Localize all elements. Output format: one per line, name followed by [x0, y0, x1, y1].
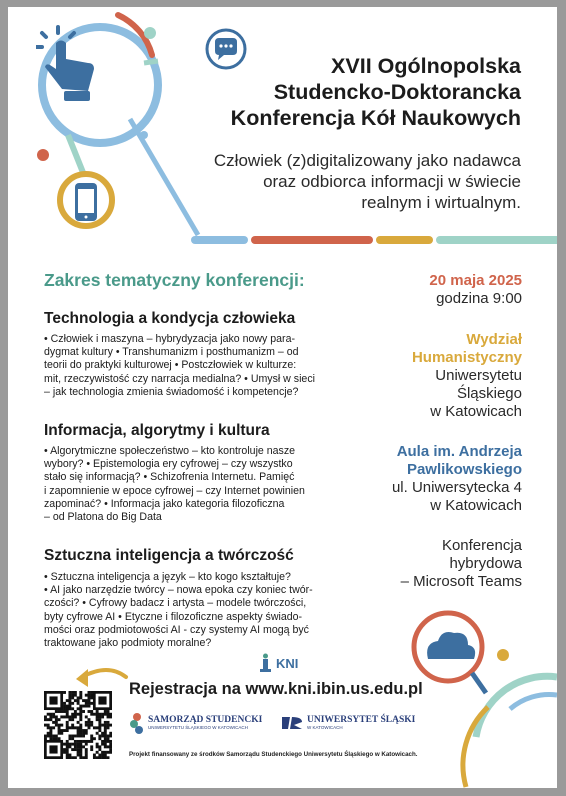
us-logo-icon: [280, 713, 304, 733]
section-title: Sztuczna inteligencja a twórczość: [44, 547, 294, 564]
section-body: [44, 333, 364, 399]
hand-pointer-icon: [36, 25, 116, 105]
university-line: Śląskiego: [456, 385, 522, 402]
body-line: mit, rzeczywistość czy narracja medialna? • Umysł w sieci: [44, 372, 315, 385]
us-logo-text: [307, 715, 415, 731]
venue-block: [352, 331, 522, 421]
event-date: 20 maja 2025: [429, 272, 522, 289]
event-time: godzina 9:00: [436, 290, 522, 307]
body-line: • AI jako narzędzie twórcy – nowa epoka czy koniec twór-: [44, 584, 313, 597]
hall-block: [352, 443, 522, 515]
format-line: – Microsoft Teams: [400, 573, 522, 590]
body-line: teorii do praktyki kulturowej • Postczłowiek w kulturze:: [44, 359, 297, 372]
body-line: wybory? • Epistemologia ery cyfrowej – czy wszystko: [44, 458, 293, 471]
body-line: i zapomnienie w epoce cyfrowej – czy Internet powinien: [44, 484, 305, 497]
title-line: XVII Ogólnopolska: [331, 54, 521, 78]
us-name: UNIWERSYTET ŚLĄSKI: [307, 715, 416, 725]
format-line: hybrydowa: [449, 555, 522, 572]
us-subname: W KATOWICACH: [307, 725, 343, 730]
stripe-segment-mint: [436, 236, 557, 244]
event-date-time: [352, 272, 522, 308]
body-line: traktowane jako podmioty moralne?: [44, 637, 212, 650]
section-body: [44, 571, 364, 650]
kni-logo-text: KNI: [276, 656, 299, 671]
subtitle-line: realnym i wirtualnym.: [361, 193, 521, 212]
hall-line: Aula im. Andrzeja: [396, 443, 522, 460]
address-line: ul. Uniwersytecka 4: [391, 479, 522, 496]
format-line: Konferencja: [441, 537, 522, 554]
university-line: w Katowicach: [430, 403, 522, 420]
university-line: Uniwersytetu: [435, 367, 522, 384]
samorzad-logo-icon: [129, 712, 145, 734]
body-line: • Człowiek i maszyna – hybrydyzacja jako nowy para-: [44, 333, 295, 345]
body-line: byty cyfrowe AI • Etyczne i filozoficzne aspekty świado-: [44, 610, 303, 623]
registration-link[interactable]: Rejestracja na www.kni.ibin.us.edu.pl: [129, 680, 423, 698]
samorzad-name: SAMORZĄD STUDENCKI: [148, 715, 263, 725]
title-line: Studencko-Doktorancka: [273, 80, 521, 104]
body-line: – od Platona do Big Data: [44, 511, 162, 524]
curved-arrow-icon: [68, 663, 130, 693]
body-line: mości oraz podmiotowości AI - czy systemy AI mogą być: [44, 623, 309, 636]
faculty-line: Wydział: [466, 331, 522, 348]
qr-code[interactable]: [44, 691, 112, 759]
address-line: w Katowicach: [430, 497, 522, 514]
body-line: stało się informacją? • Schizofrenia Internetu. Pamięć: [44, 471, 295, 484]
subtitle-line: Człowiek (z)digitalizowany jako nadawca: [213, 151, 521, 170]
body-line: dygmat kultury • Transhumanizm i posthumanizm – od: [44, 346, 299, 359]
kni-logo-icon: [258, 653, 274, 673]
stripe-segment-blue: [191, 236, 248, 244]
subtitle-line: oraz odbiorca informacji w świecie: [263, 172, 521, 191]
faculty-line: Humanistyczny: [411, 349, 522, 366]
body-line: • Algorytmiczne społeczeństwo – kto kontroluje nasze: [44, 445, 296, 457]
hall-line: Pawlikowskiego: [406, 461, 522, 478]
topics-heading: Zakres tematyczny konferencji:: [44, 270, 305, 290]
section-title: Informacja, algorytmy i kultura: [44, 422, 270, 439]
samorzad-logo-text: [148, 715, 262, 731]
samorzad-subname: UNIWERSYTETU ŚLĄSKIEGO W KATOWICACH: [148, 725, 248, 730]
stripe-segment-gold: [376, 236, 433, 244]
body-line: zapominać? • Informacja jako kategoria filozoficzna: [44, 497, 285, 510]
section-body: [44, 445, 364, 524]
body-line: czości? • Cyfrowy badacz i artysta – modele twórczości,: [44, 597, 307, 610]
stripe-segment-red: [251, 236, 373, 244]
body-line: • Sztuczna inteligencja a język – kto kogo kształtuje?: [44, 571, 291, 583]
format-block: [352, 537, 522, 591]
funding-note: Projekt finansowany ze środków Samorządu Studenckiego Uniwersytetu Śląskiego w Katowicach.: [129, 751, 418, 758]
poster: [8, 7, 557, 788]
section-title: Technologia a kondycja człowieka: [44, 310, 296, 327]
title-line: Konferencja Kół Naukowych: [230, 106, 521, 130]
smartphone-icon: [72, 181, 100, 223]
conference-subtitle: [121, 150, 521, 213]
conference-title: [181, 53, 521, 131]
body-line: – jak technologia zmienia świadomość i kompetencje?: [44, 385, 299, 398]
